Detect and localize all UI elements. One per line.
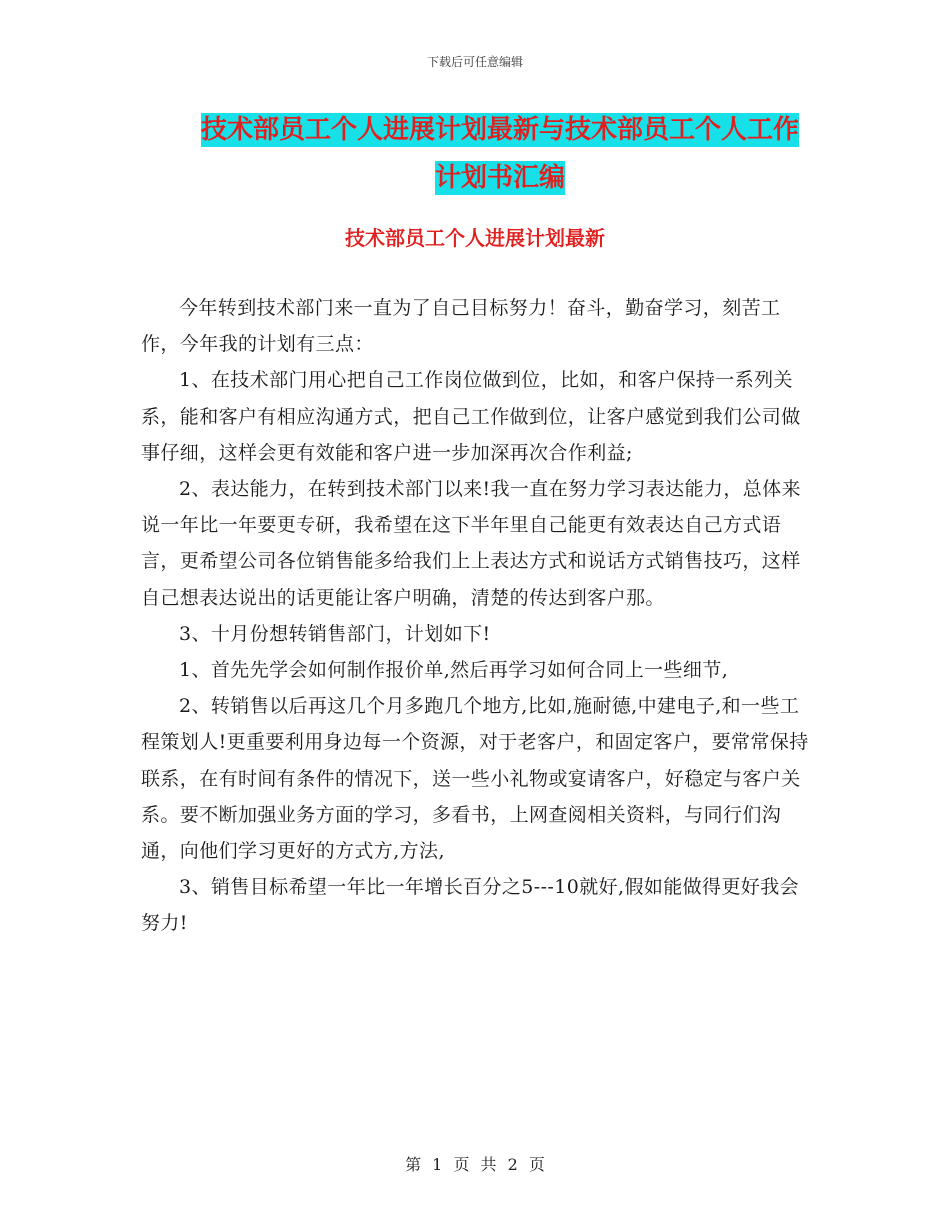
section-title: 技术部员工个人进展计划最新 xyxy=(345,226,605,250)
paragraph-plan-2: 2、转销售以后再这几个月多跑几个地方,比如,施耐德,中建电子,和一些工程策划人!更重要利用身边每一个资源，对于老客户，和固定客户，要常常保持联系，在有时间有条件的情况下，送一些小礼物或宴请客户，好稳定与客户关系。要不断加强业务方面的学习，多看书，上网查阅相关资料，与同行们沟通，向他们学习更好的方式方,方法, xyxy=(141,695,809,863)
document-title xyxy=(140,106,860,202)
body-text xyxy=(141,290,809,942)
paragraph-plan-1: 1、首先先学会如何制作报价单,然后再学习如何合同上一些细节, xyxy=(179,659,729,682)
paragraph-intro: 今年转到技术部门来一直为了自己目标努力！奋斗，勤奋学习，刻苦工作，今年我的计划有三点： xyxy=(141,297,781,356)
page-footer: 第 1 页 共 2 页 xyxy=(405,1155,545,1174)
document-title-line-1: 技术部员工个人进展计划最新与技术部员工个人工作 xyxy=(200,115,799,145)
paragraph-point-3: 3、十月份想转销售部门，计划如下! xyxy=(179,622,491,645)
document-title-line-2: 计划书汇编 xyxy=(434,163,565,193)
header-note: 下载后可任意编辑 xyxy=(426,55,523,69)
paragraph-point-2: 2、表达能力，在转到技术部门以来!我一直在努力学习表达能力，总体来说一年比一年要更专研，我希望在这下半年里自己能更有效表达自己方式语言，更希望公司各位销售能多给我们上上表达方式和说话方式销售技巧，这样自己想表达说出的话更能让客户明确，清楚的传达到客户那。 xyxy=(141,478,801,609)
paragraph-plan-3: 3、销售目标希望一年比一年增长百分之5---10就好,假如能做得更好我会努力! xyxy=(141,876,800,935)
paragraph-point-1: 1、在技术部门用心把自己工作岗位做到位，比如，和客户保持一系列关系，能和客户有相应沟通方式，把自己工作做到位，让客户感觉到我们公司做事仔细，这样会更有效能和客户进一步加深再次合作利益; xyxy=(141,369,801,464)
